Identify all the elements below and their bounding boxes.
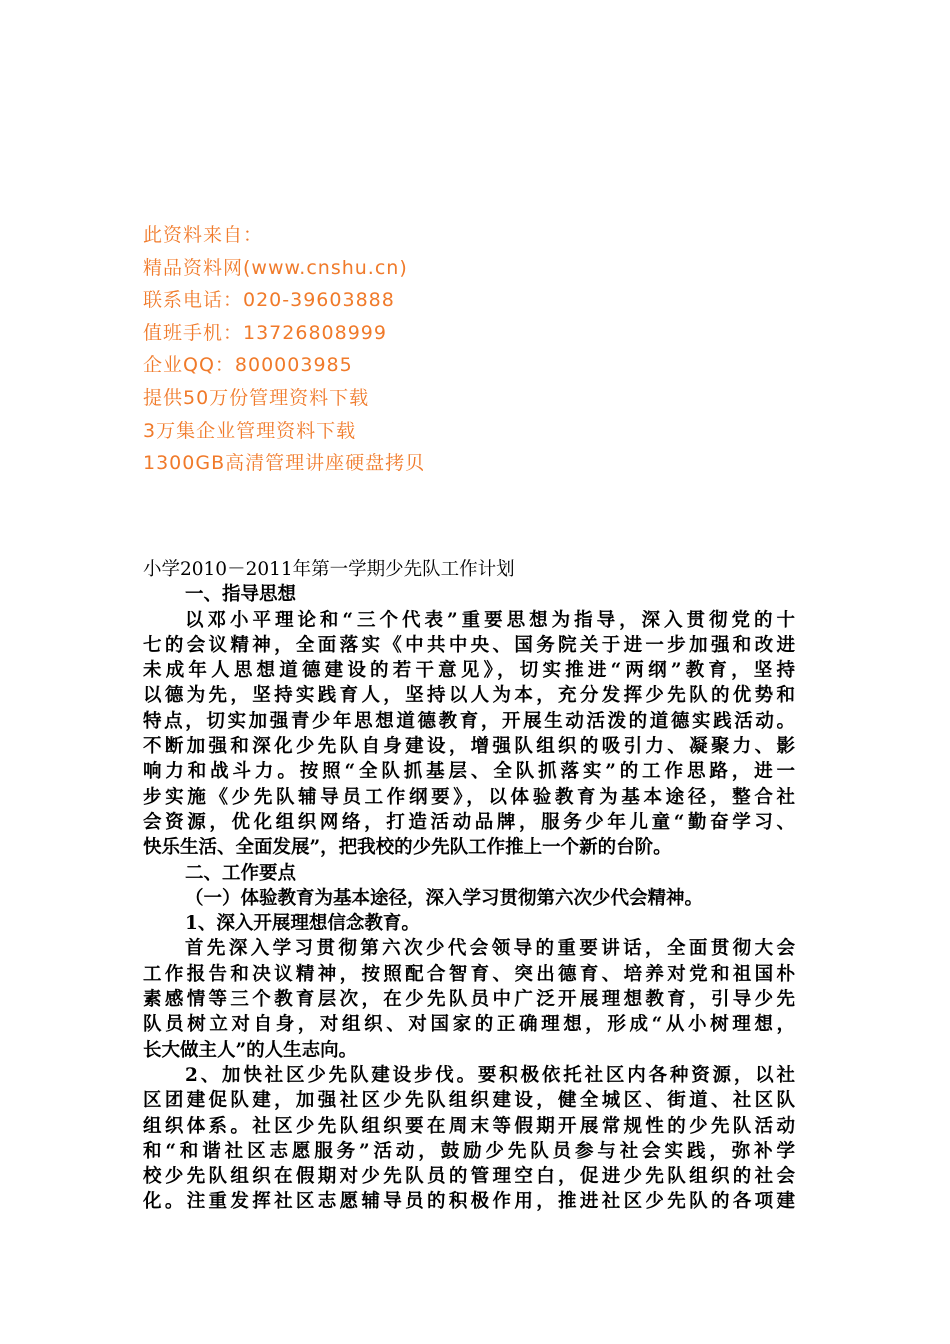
paragraph-line: 长大做主人”的人生志向。 (143, 1039, 358, 1061)
paragraph-line: 组织体系。社区少先队组织要在周末等假期开展常规性的少先队活动 (143, 1115, 795, 1137)
paragraph-line: 素感情等三个教育层次，在少先队员中广泛开展理想教育，引导少先 (143, 989, 795, 1011)
paragraph-line: 以德为先，坚持实践育人，坚持以人为本，充分发挥少先队的优势和 (143, 685, 795, 707)
paragraph-line: 会资源，优化组织网络，打造活动品牌，服务少年儿童“勤奋学习、 (143, 811, 795, 833)
paragraph-line: 步实施《少先队辅导员工作纲要》，以体验教育为基本途径，整合社 (143, 786, 795, 808)
paragraph-line: 工作报告和决议精神，按照配合智育、突出德育、培养对党和祖国朴 (143, 963, 795, 985)
paragraph-line: 快乐生活、全面发展”，把我校的少先队工作推上一个新的台阶。 (143, 837, 672, 859)
item-heading-1: 1、深入开展理想信念教育。 (185, 913, 420, 935)
source-line-from: 此资料来自： (143, 224, 264, 246)
source-line-offer-2: 3万集企业管理资料下载 (143, 419, 357, 442)
source-line-mobile: 值班手机：13726808999 (143, 321, 387, 344)
paragraph-line: 响力和战斗力。按照“全队抓基层、全队抓落实”的工作思路，进一 (143, 761, 795, 783)
source-line-qq: 企业QQ：800003985 (143, 354, 353, 377)
paragraph-line: 化。注重发挥社区志愿辅导员的积极作用，推进社区少先队的各项建 (143, 1191, 795, 1213)
source-info-block (143, 219, 743, 480)
paragraph-line: 以邓小平理论和“三个代表”重要思想为指导，深入贯彻党的十 (185, 609, 795, 631)
section-heading-work-points: 二、工作要点 (185, 862, 297, 884)
document-title: 小学2010－2011年第一学期少先队工作计划 (143, 559, 515, 580)
source-line-website: 精品资料网(www.cnshu.cn) (143, 256, 408, 279)
document-body (143, 557, 795, 1215)
paragraph-line: 不断加强和深化少先队自身建设，增强队组织的吸引力、凝聚力、影 (143, 736, 795, 758)
source-line-offer-1: 提供50万份管理资料下载 (143, 386, 370, 409)
source-line-phone: 联系电话：020-39603888 (143, 289, 395, 312)
source-line-offer-3: 1300GB高清管理讲座硬盘拷贝 (143, 452, 426, 475)
paragraph-line: 队员树立对自身，对组织、对国家的正确理想，形成“从小树理想， (143, 1014, 795, 1036)
paragraph-line: 首先深入学习贯彻第六次少代会领导的重要讲话，全面贯彻大会 (185, 938, 795, 960)
paragraph-line: 特点，切实加强青少年思想道德教育，开展生动活泼的道德实践活动。 (143, 710, 795, 732)
paragraph-line: 校少先队组织在假期对少先队员的管理空白，促进少先队组织的社会 (143, 1166, 795, 1188)
paragraph-line: 未成年人思想道德建设的若干意见》，切实推进“两纲”教育，坚持 (143, 660, 795, 682)
section-heading-guiding-ideology: 一、指导思想 (185, 584, 297, 606)
subsection-heading-1: （一）体验教育为基本途径，深入学习贯彻第六次少代会精神。 (185, 887, 704, 909)
paragraph-line: 区团建促队建，加强社区少先队组织建设，健全城区、街道、社区队 (143, 1090, 795, 1112)
paragraph-line: 和“和谐社区志愿服务”活动，鼓励少先队员参与社会实践，弥补学 (143, 1140, 795, 1162)
paragraph-line: 2、加快社区少先队建设步伐。要积极依托社区内各种资源，以社 (185, 1064, 795, 1086)
paragraph-line: 七的会议精神，全面落实《中共中央、国务院关于进一步加强和改进 (143, 634, 795, 656)
